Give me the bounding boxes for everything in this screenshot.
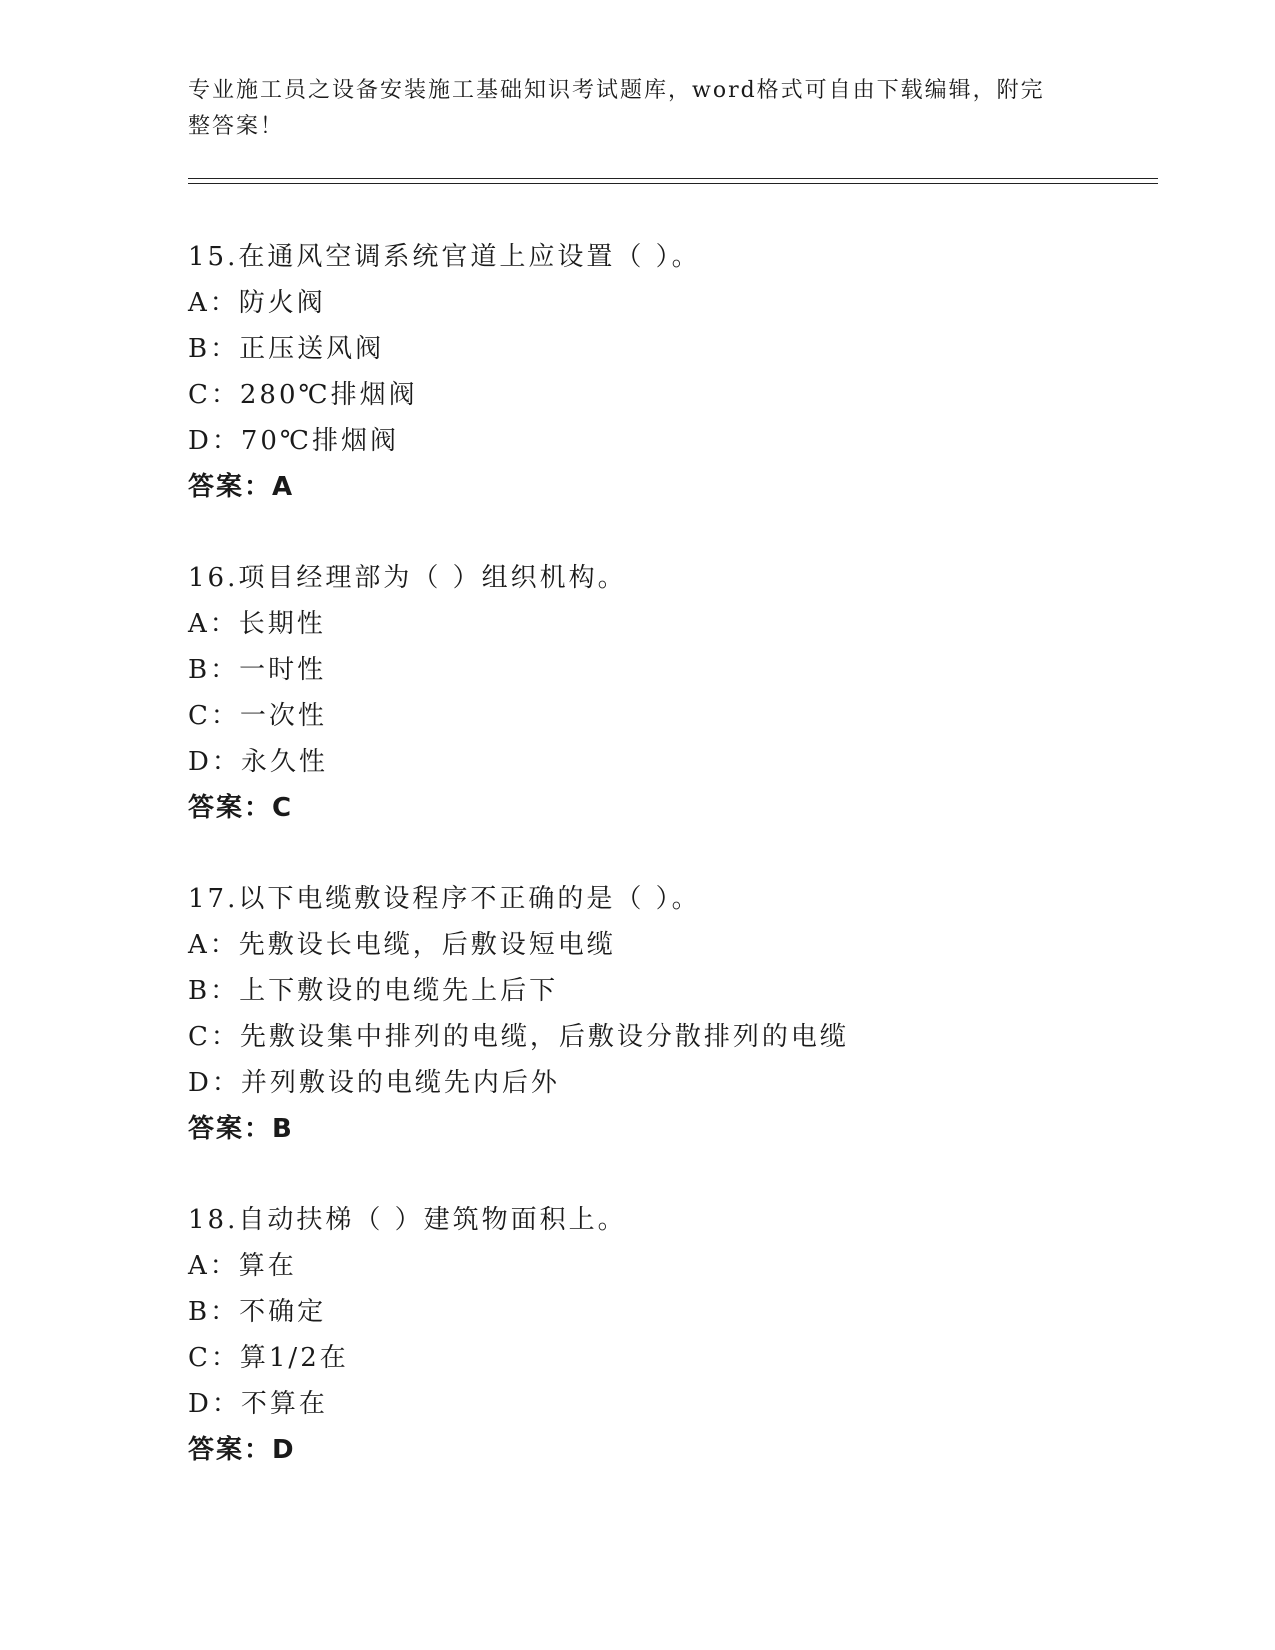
option-d: D：永久性 xyxy=(188,747,328,777)
answer: 答案：B xyxy=(188,1114,294,1144)
header-divider xyxy=(188,178,1158,179)
question-15 xyxy=(188,234,1138,510)
option-d: D：不算在 xyxy=(188,1389,328,1419)
option-b: B：不确定 xyxy=(188,1297,327,1327)
question-stem: 16.项目经理部为（ ）组织机构。 xyxy=(188,563,627,593)
answer: 答案：C xyxy=(188,793,294,823)
question-17 xyxy=(188,876,1138,1152)
option-a: A：算在 xyxy=(188,1251,297,1281)
option-c: C：先敷设集中排列的电缆，后敷设分散排列的电缆 xyxy=(188,1022,849,1052)
option-b: B：正压送风阀 xyxy=(188,334,385,364)
option-a: A：防火阀 xyxy=(188,288,326,318)
option-b: B：一时性 xyxy=(188,655,327,685)
answer: 答案：A xyxy=(188,472,295,502)
answer: 答案：D xyxy=(188,1435,296,1465)
question-18 xyxy=(188,1197,1138,1473)
document-header: 专业施工员之设备安装施工基础知识考试题库，word格式可自由下载编辑，附完整答案！ xyxy=(188,78,1045,139)
question-16 xyxy=(188,555,1138,831)
option-c: C：280℃排烟阀 xyxy=(188,380,418,410)
option-a: A：长期性 xyxy=(188,609,326,639)
option-a: A：先敷设长电缆，后敷设短电缆 xyxy=(188,930,616,960)
option-d: D：并列敷设的电缆先内后外 xyxy=(188,1068,560,1098)
option-c: C：一次性 xyxy=(188,701,327,731)
header-divider-second xyxy=(188,183,1158,184)
question-stem: 17.以下电缆敷设程序不正确的是（ ）。 xyxy=(188,884,701,914)
option-b: B：上下敷设的电缆先上后下 xyxy=(188,976,559,1006)
option-c: C：算1/2在 xyxy=(188,1343,349,1373)
question-stem: 15.在通风空调系统官道上应设置（ ）。 xyxy=(188,242,701,272)
question-stem: 18.自动扶梯（ ）建筑物面积上。 xyxy=(188,1205,627,1235)
option-d: D：70℃排烟阀 xyxy=(188,426,400,456)
